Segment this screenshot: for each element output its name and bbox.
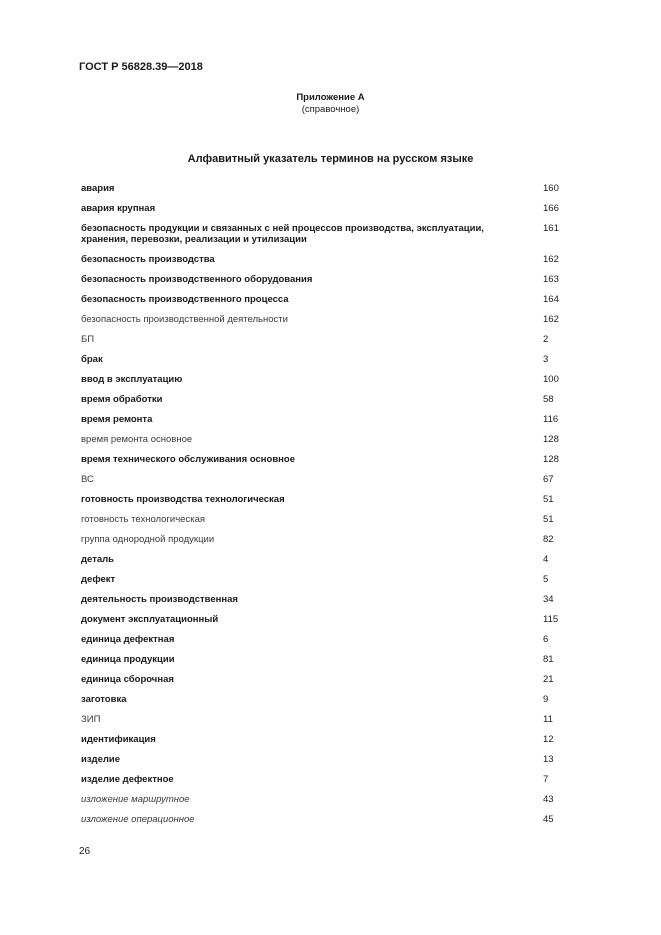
index-page-number: 162 [543, 314, 559, 325]
index-page-number: 128 [543, 434, 559, 445]
index-term: время технического обслуживания основное [81, 454, 295, 465]
index-term: единица дефектная [81, 634, 175, 645]
appendix-title: Приложение А [296, 92, 365, 103]
index-term: изложение маршрутное [81, 794, 190, 805]
index-term: БП [81, 334, 95, 345]
index-page-number: 116 [543, 414, 559, 425]
index-entry [81, 714, 573, 725]
index-entry [81, 674, 573, 685]
index-entry [81, 334, 573, 345]
index-page-number: 11 [543, 714, 553, 725]
index-term: единица продукции [81, 654, 175, 665]
index-page-number: 6 [543, 634, 549, 645]
index-page-number: 161 [543, 223, 559, 234]
index-entry [81, 414, 573, 425]
index-page-number: 45 [543, 814, 554, 825]
index-term: идентификация [81, 734, 156, 745]
index-page-number: 3 [543, 354, 549, 365]
index-entry [81, 694, 573, 705]
index-entry [81, 554, 573, 565]
index-page-number: 164 [543, 294, 559, 305]
index-page-number: 51 [543, 514, 554, 525]
index-term: брак [81, 354, 103, 365]
index-page-number: 21 [543, 674, 554, 685]
index-entry [81, 654, 573, 665]
index-page-number: 9 [543, 694, 549, 705]
index-term: дефект [81, 574, 116, 585]
index-term: готовность производства технологическая [81, 494, 285, 505]
index-page-number: 51 [543, 494, 554, 505]
index-page-number: 58 [543, 394, 554, 405]
index-entry [81, 354, 573, 365]
index-entry [81, 183, 573, 194]
index-term: документ эксплуатационный [81, 614, 219, 625]
index-page-number: 160 [543, 183, 559, 194]
index-term: безопасность продукции и связанных с ней процессов производства, эксплуатации, хранения, перевозки, реализации и утилизации [81, 223, 484, 245]
index-term: время ремонта [81, 414, 153, 425]
index-entry [81, 294, 573, 305]
index-entry [81, 754, 573, 765]
index-term: деятельность производственная [81, 594, 238, 605]
index-entry [81, 514, 573, 525]
index-term: безопасность производства [81, 254, 215, 265]
index-page-number: 13 [543, 754, 554, 765]
index-page-number: 4 [543, 554, 549, 565]
index-entry [81, 634, 573, 645]
index-term: время ремонта основное [81, 434, 193, 445]
index-entry [81, 314, 573, 325]
index-term: время обработки [81, 394, 163, 405]
index-page-number: 67 [543, 474, 554, 485]
index-page-number: 166 [543, 203, 559, 214]
index-term: авария крупная [81, 203, 156, 214]
index-term: деталь [81, 554, 114, 565]
index-entry [81, 223, 573, 245]
index-term: заготовка [81, 694, 127, 705]
index-entry [81, 394, 573, 405]
index-page-number: 163 [543, 274, 559, 285]
index-page-number: 43 [543, 794, 554, 805]
index-entry [81, 534, 573, 545]
index-title: Алфавитный указатель терминов на русском языке [187, 153, 474, 165]
index-page-number: 100 [543, 374, 559, 385]
index-entry [81, 254, 573, 265]
index-term: ЗИП [81, 714, 101, 725]
index-page-number: 2 [543, 334, 549, 345]
document-code: ГОСТ Р 56828.39—2018 [79, 61, 203, 73]
index-entry [81, 434, 573, 445]
index-entry [81, 734, 573, 745]
index-page-number: 7 [543, 774, 549, 785]
index-entry [81, 794, 573, 805]
index-term: ввод в эксплуатацию [81, 374, 183, 385]
appendix-heading [0, 92, 661, 116]
index-entry [81, 474, 573, 485]
index-entry [81, 574, 573, 585]
index-term: авария [81, 183, 115, 194]
page-number: 26 [79, 846, 91, 857]
index-page-number: 115 [543, 614, 559, 625]
index-entry [81, 814, 573, 825]
index-page-number: 5 [543, 574, 549, 585]
index-page-number: 12 [543, 734, 554, 745]
index-term: ВС [81, 474, 94, 485]
index-term: безопасность производственной деятельности [81, 314, 288, 325]
appendix-subtitle: (справочное) [301, 104, 360, 115]
index-page-number: 34 [543, 594, 554, 605]
index-page-number: 162 [543, 254, 559, 265]
index-page-number: 128 [543, 454, 559, 465]
index-term: группа однородной продукции [81, 534, 215, 545]
index-entry [81, 494, 573, 505]
index-term: изложение операционное [81, 814, 195, 825]
index-entry [81, 274, 573, 285]
index-term: единица сборочная [81, 674, 174, 685]
index-entry [81, 594, 573, 605]
index-entry [81, 614, 573, 625]
index-term: изделие дефектное [81, 774, 174, 785]
index-entry [81, 203, 573, 214]
index-term: безопасность производственного процесса [81, 294, 289, 305]
index-term: безопасность производственного оборудования [81, 274, 313, 285]
index-term: готовность технологическая [81, 514, 205, 525]
index-term: изделие [81, 754, 121, 765]
index-entry [81, 374, 573, 385]
index-page-number: 82 [543, 534, 554, 545]
index-entry [81, 774, 573, 785]
index-page-number: 81 [543, 654, 554, 665]
index-entry [81, 454, 573, 465]
